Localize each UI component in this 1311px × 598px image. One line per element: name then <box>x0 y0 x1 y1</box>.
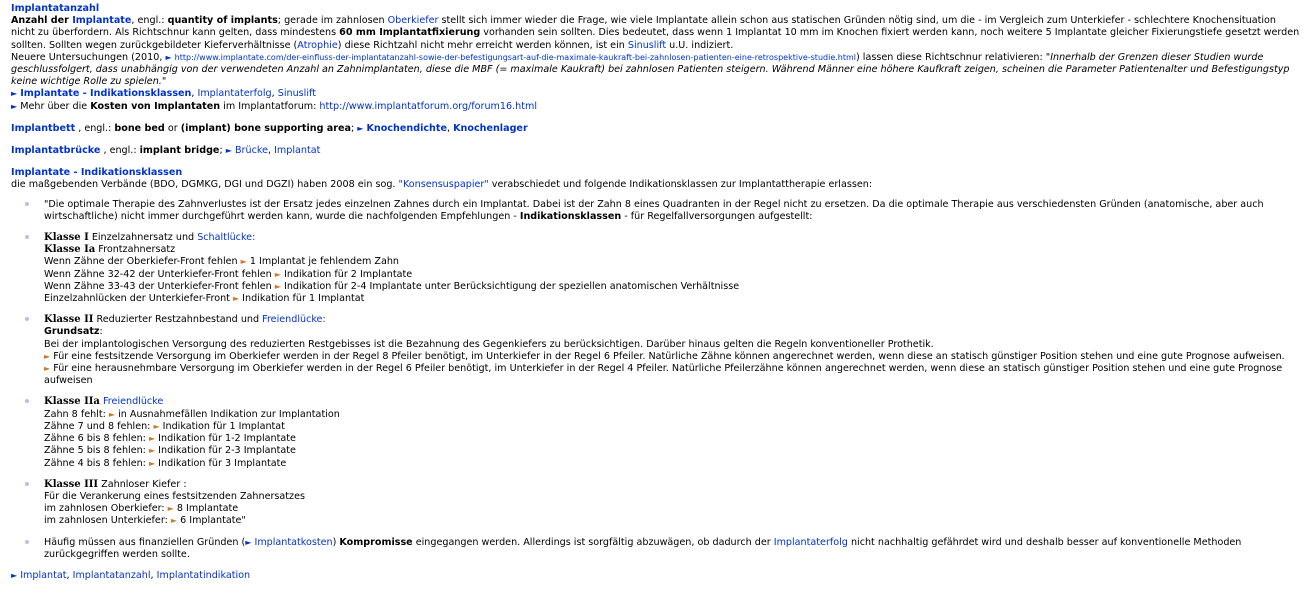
link-implantatforum[interactable]: http://www.implantatforum.org/forum16.html <box>319 100 538 112</box>
link-implantatindikation[interactable]: Implantatindikation <box>156 569 251 581</box>
link-sinuslift[interactable]: Sinuslift <box>627 39 667 51</box>
see-also: ► Implantate - Indikationsklassen, Implantaterfolg, Sinuslift <box>11 88 316 100</box>
more-info: ► Mehr über die Kosten von Implantaten im Implantatforum: http://www.implantatforum.org/forum16.html <box>11 100 538 112</box>
brown-arrow-icon: ► <box>108 409 116 419</box>
bullet-icon <box>25 202 29 206</box>
link-freiendluecke-2[interactable]: Freiendlücke <box>102 396 164 408</box>
link-implantate[interactable]: Implantate <box>72 15 132 27</box>
brown-arrow-icon: ► <box>170 516 178 526</box>
link-freiendluecke[interactable]: Freiendlücke: <box>262 314 326 326</box>
list-item-klasse-1: Klasse I Einzelzahnersatz und Schaltlücke: Klasse Ia Frontzahnersatz Wenn Zähne der Oberkiefer-Front fehlen ► 1 Implantat je fehlendem Zahn Wenn Zähne 32-42 der Unterkiefer-Front fehlen ► Indikation für 2 Implantate Wenn Zähne 33-43 der Unterkiefer-Front fehlen ► Indikation für 2-4 Implantate unter Berücksichtigung der speziellen anatomischen Verhältnisse Einzelzahnlücken der Unterkiefer-Front ► Indikation für 1 Implantat <box>44 232 1301 305</box>
indication-list <box>11 199 1301 561</box>
entry-body: Anzahl der Implantate, engl.: quantity of implants; gerade im zahnlosen Oberkiefer stellt sich immer wieder die Frage, wie viele Implantate allein schon aus statischen Gründen nötig sind, um die - im Vergleich zum Unterkiefer - schlechtere Knochensituation nicht zu überfordern. Als Richtschnur kann gelten, dass mindestens 60 mm Implantatfixierung vorhanden sein sollten. Dies bedeutet, dass wenn 1 Implantat 10 mm im Knochen fixiert werden kann, noch weitere 5 Implantate gleicher Fixierungstiefe gesetzt werden sollten. Sollten wegen zurückgebildeter Kieferverhältnisse (Atrophie) diese Richtzahl nicht mehr erreicht werden können, ist ein Sinuslift u.U. indiziert. <box>11 15 1300 51</box>
link-study-url[interactable]: http://www.implantate.com/der-einfluss-der-implantatanzahl-sowie-der-befestigungsart-auf-die-maximale-kaukraft-bei-zahnlosen-patienten-eine-retrospektive-studie.html <box>174 52 856 62</box>
link-implantat-2[interactable]: Implantat <box>20 569 67 581</box>
bullet-icon <box>25 482 29 486</box>
bullet-icon <box>25 399 29 403</box>
brown-arrow-icon: ► <box>167 504 174 514</box>
list-item: "Die optimale Therapie des Zahnverlustes ist der Ersatz jedes einzelnen Zahnes durch ein Implantat. Dabei ist der Zahn 8 eines Quadranten in der Regel nicht zu ersetzen. Da die optimale Therapie aus verschiedensten Gründen (anatomische, aber auch wirtschaftliche) nicht immer durchgeführt werden kann, wurde die nachfolgenden Empfehlungen - Indikationsklassen - für Regelfallversorgungen aufgestellt: <box>44 199 1301 223</box>
link-bruecke[interactable]: Brücke <box>234 145 268 157</box>
blue-arrow-icon: ► <box>357 123 364 133</box>
brown-arrow-icon: ► <box>153 421 160 431</box>
entry-intro: die maßgebenden Verbände (BDO, DGMKG, DGI und DGZI) haben 2008 ein sog. "Konsensuspapier" verabschiedet und folgende Indikationsklassen zur Implantattherapie erlassen: <box>11 179 873 191</box>
bullet-icon <box>25 317 29 321</box>
blue-arrow-icon: ► <box>165 52 172 62</box>
blue-arrow-icon: ► <box>225 146 232 156</box>
brown-arrow-icon: ► <box>148 434 156 444</box>
brown-arrow-icon: ► <box>274 281 281 291</box>
link-oberkiefer[interactable]: Oberkiefer <box>387 15 439 27</box>
study-paragraph: Neuere Untersuchungen (2010, ► http://www.implantate.com/der-einfluss-der-implantatanzahl-sowie-der-befestigungsart-auf-die-maximale-kaukraft-bei-zahnlosen-patienten-eine-retrospektive-studie.html) lassen diese Richtschnur relativieren: "Innerhalb der Grenzen dieser Studien wurde geschlussfolgert, dass unabhängig von der verwendeten Anzahl an Zahnimplantaten, diese die MBF (= maximale Kaukraft) bei zahnlosen Patienten steigern. Während Männer eine höhere Kaufkraft zeigen, scheinen die Parameter Patientenalter und Befestigungstyp keine wichtige Rolle zu spielen." <box>11 51 1290 88</box>
brown-arrow-icon: ► <box>232 294 240 304</box>
link-implantaterfolg[interactable]: Implantaterfolg <box>197 88 272 100</box>
link-sinuslift-2[interactable]: Sinuslift <box>277 88 316 100</box>
see-also: ► Implantat, Implantatanzahl, Implantatindikation <box>11 569 251 581</box>
entry-implantatbruecke: Implantatbrücke , engl.: implant bridge; ► Brücke, Implantat <box>11 145 321 157</box>
entry-title: Implantatbrücke <box>11 145 101 157</box>
brown-arrow-icon: ► <box>148 458 156 468</box>
link-implantatkosten[interactable]: Implantatkosten <box>254 536 333 548</box>
brown-arrow-icon: ► <box>148 446 156 456</box>
blue-arrow-icon: ► <box>245 537 252 547</box>
entry-indikationsklassen <box>11 167 1301 582</box>
list-item-klasse-3: Klasse III Zahnloser Kiefer : Für die Verankerung eines festsitzenden Zahnersatzes im zahnlosen Oberkiefer: ► 8 Implantate im zahnlosen Unterkiefer: ► 6 Implantate" <box>44 479 1301 528</box>
entry-implantatanzahl <box>11 3 1301 113</box>
brown-arrow-icon: ► <box>274 269 281 279</box>
list-item-klasse-2a: Klasse IIa Freiendlücke Zahn 8 fehlt: ► in Ausnahmefällen Indikation zur Implantation Zähne 7 und 8 fehlen: ► Indikation für 1 Implantat Zähne 6 bis 8 fehlen: ► Indikation für 1-2 Implantate Zähne 5 bis 8 fehlen: ► Indikation für 2-3 Implantate Zähne 4 bis 8 fehlen: ► Indikation für 3 Implantate <box>44 396 1301 469</box>
bullet-icon <box>25 540 29 544</box>
link-knochenlager[interactable]: Knochenlager <box>453 122 528 134</box>
entry-title: Implantate - Indikationsklassen <box>11 167 183 179</box>
entry-title: Implantatanzahl <box>11 3 100 14</box>
brown-arrow-icon: ► <box>44 351 51 361</box>
brown-arrow-icon: ► <box>240 257 247 267</box>
blue-arrow-icon: ► <box>11 89 18 99</box>
entry-implantbett: Implantbett , engl.: bone bed or (implant) bone supporting area; ► Knochendichte, Knochenlager <box>11 122 528 134</box>
blue-arrow-icon: ► <box>11 570 18 580</box>
list-item-klasse-2: Klasse II Reduzierter Restzahnbestand und Freiendlücke: Grundsatz: Bei der implantologischen Versorgung des reduzierten Restgebisses ist die Bezahnung des Gegenkiefers zu berücksichtigen. Darüber hinaus gelten die Regeln konventioneller Prothetik. ► Für eine festsitzende Versorgung im Oberkiefer werden in der Regel 8 Pfeiler benötigt, im Unterkiefer in der Regel 6 Pfeiler. Natürliche Zähne können angerechnet werden, wenn diese an statisch günstiger Position stehen und eine gute Prognose aufweisen. ► Für eine herausnehmbare Versorgung im Oberkiefer werden in der Regel 6 Pfeiler benötigt, im Unterkiefer in der Regel 4 Pfeiler. Natürliche Pfeilerzähne können angerechnet werden, wenn diese an statisch günstiger Position stehen und eine gute Prognose aufweisen <box>44 314 1301 387</box>
link-atrophie[interactable]: Atrophie <box>297 39 338 51</box>
link-implantaterfolg-2[interactable]: Implantaterfolg <box>773 536 848 548</box>
link-schaltluecke[interactable]: Schaltlücke: <box>197 232 256 244</box>
link-implantatanzahl[interactable]: Implantatanzahl <box>72 569 151 581</box>
bullet-icon <box>25 235 29 239</box>
link-knochendichte[interactable]: Knochendichte <box>366 122 447 134</box>
link-implantat[interactable]: Implantat <box>274 145 321 157</box>
list-item-kompromisse: Häufig müssen aus finanziellen Gründen (► Implantatkosten) Kompromisse eingegangen werden. Allerdings ist sorgfältig abzuwägen, ob dadurch der Implantaterfolg nicht nachhaltig gefährdet wird und deshalb besser auf konventionelle Methoden zurückgegriffen werden sollte. <box>44 537 1301 561</box>
blue-arrow-icon: ► <box>11 101 18 111</box>
brown-arrow-icon: ► <box>44 364 51 374</box>
link-indikationsklassen[interactable]: Implantate - Indikationsklassen <box>20 88 192 100</box>
entry-title: Implantbett <box>11 122 76 134</box>
link-konsensuspapier[interactable]: "Konsensuspapier" <box>398 179 489 191</box>
